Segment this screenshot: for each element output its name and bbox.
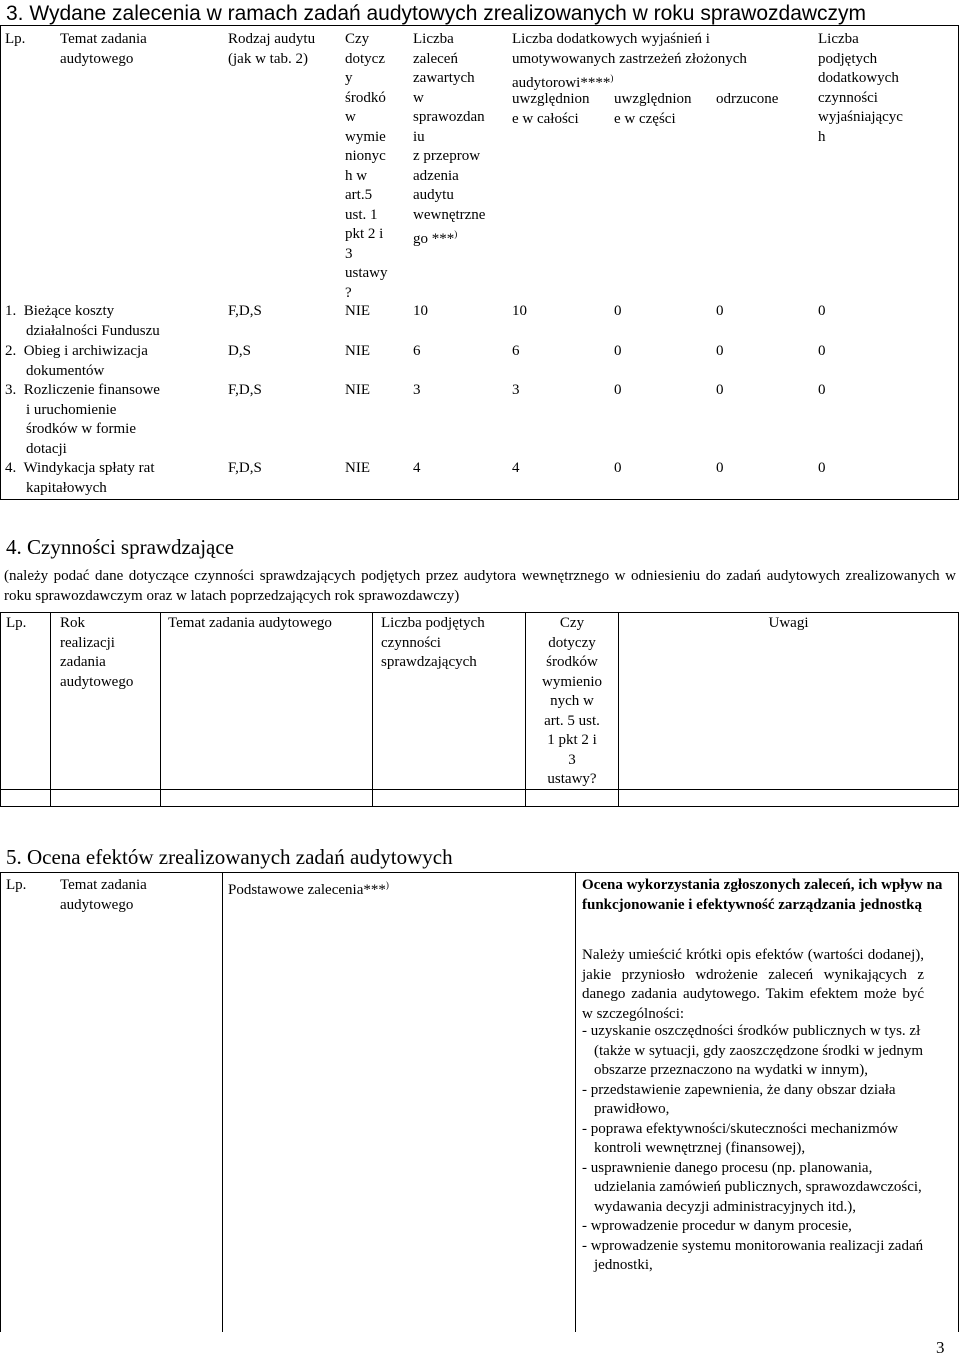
row-rodzaj: F,D,S: [228, 303, 262, 319]
row-podjete: 0: [818, 382, 826, 398]
row-podjete: 0: [818, 343, 826, 359]
table5-header-ocena: Ocena wykorzystania zgłoszonych zaleceń, ich wpływ na funkcjonowanie i efektywność zarządzania jednostką: [582, 877, 943, 913]
table3-header-dodatkowe: Liczba dodatkowych wyjaśnień i umotywowanych zastrzeżeń złożonych audytorowi****): [512, 31, 747, 91]
table4-row-divider: [0, 789, 959, 790]
table3-subheader-odrzucone: odrzucone: [716, 91, 779, 107]
table3-header-liczba: Liczba zaleceń zawartych w sprawozdan iu z przeprow adzenia audytu wewnętrzne go ***): [413, 31, 486, 247]
row-rodzaj: F,D,S: [228, 382, 262, 398]
row-czesc: 0: [614, 382, 622, 398]
row-liczba: 3: [413, 382, 421, 398]
table4-bottom-border: [0, 806, 959, 807]
row-calosc: 6: [512, 343, 520, 359]
row-task-name: 3. Rozliczenie finansowe i uruchomienie środków w formie dotacji: [5, 382, 160, 457]
bullet-item: - usprawnienie danego procesu (np. planowania, udzielania zamówień publicznych, sprawozdawczości, wydawania decyzji administracyjnych itd.),: [582, 1159, 922, 1215]
section5-heading: 5. Ocena efektów zrealizowanych zadań audytowych: [6, 845, 453, 869]
row-liczba: 10: [413, 303, 428, 319]
table3-bottom-border: [0, 499, 959, 500]
row-czy: NIE: [345, 303, 370, 319]
table4-top-border: [0, 612, 959, 613]
row-podjete: 0: [818, 303, 826, 319]
table3-header-podjete: Liczba podjętych dodatkowych czynności wyjaśniającyc h: [818, 31, 903, 145]
row-liczba: 4: [413, 460, 421, 476]
row-task-name: 1. Bieżące koszty działalności Funduszu: [5, 303, 160, 339]
row-czesc: 0: [614, 303, 622, 319]
table4-col-divider: [160, 612, 161, 807]
row-liczba: 6: [413, 343, 421, 359]
section3-heading: 3. Wydane zalecenia w ramach zadań audytowych zrealizowanych w roku sprawozdawczym: [6, 2, 867, 25]
page-number: 3: [936, 1338, 945, 1357]
table3-header-rodzaj: Rodzaj audytu (jak w tab. 2): [228, 31, 316, 67]
table3-right-border: [958, 25, 959, 500]
row-rodzaj: D,S: [228, 343, 251, 359]
table5-col-divider: [575, 872, 576, 1332]
table3-left-border: [0, 25, 1, 500]
row-odrzucone: 0: [716, 343, 724, 359]
row-task-name: 2. Obieg i archiwizacja dokumentów: [5, 343, 148, 379]
table4-header-temat: Temat zadania audytowego: [168, 615, 332, 631]
row-task-name: 4. Windykacja spłaty rat kapitałowych: [5, 460, 155, 496]
table3-header-czy: Czy dotycz y środkó w wymie nionyc h w art.5 ust. 1 pkt 2 i 3 ustawy ?: [345, 31, 388, 301]
bullet-item: - uzyskanie oszczędności środków publicznych w tys. zł (także w sytuacji, gdy zaoszczędzone środki w jednym obszarze przeznaczono na wydatki w innym),: [582, 1023, 924, 1078]
row-podjete: 0: [818, 460, 826, 476]
row-odrzucone: 0: [716, 382, 724, 398]
row-czesc: 0: [614, 343, 622, 359]
row-czy: NIE: [345, 343, 370, 359]
table5-header-lp: Lp.: [6, 877, 27, 893]
bullet-item: - wprowadzenie procedur w danym procesie,: [582, 1218, 852, 1234]
table5-header-temat: Temat zadania audytowego: [60, 877, 147, 913]
row-czesc: 0: [614, 460, 622, 476]
table5-top-border: [0, 872, 959, 873]
table4-col-divider: [618, 612, 619, 807]
row-odrzucone: 0: [716, 303, 724, 319]
table4-col-divider: [50, 612, 51, 807]
table5-right-border: [958, 872, 959, 1332]
table5-header-zalecenia: Podstawowe zalecenia***): [228, 880, 389, 898]
section4-heading: 4. Czynności sprawdzające: [6, 535, 234, 559]
table5-bullets: [582, 1022, 924, 1276]
row-rodzaj: F,D,S: [228, 460, 262, 476]
table3-subheader-calosc: uwzględnion e w całości: [512, 91, 590, 127]
table5-col-divider: [222, 872, 223, 1332]
row-calosc: 4: [512, 460, 520, 476]
bullet-item: - przedstawienie zapewnienia, że dany obszar działa prawidłowo,: [582, 1081, 896, 1117]
row-czy: NIE: [345, 382, 370, 398]
table4-col-divider: [372, 612, 373, 807]
row-odrzucone: 0: [716, 460, 724, 476]
table3-subheader-czesc: uwzględnion e w części: [614, 91, 692, 127]
table5-intro: Należy umieścić krótki opis efektów (wartości dodanej), jakie przyniosło wdrożenie zaleceń wynikających z danego zadania audytowego. Takim efektem może być w szczególności:: [582, 947, 924, 1022]
row-czy: NIE: [345, 460, 370, 476]
section4-note: (należy podać dane dotyczące czynności sprawdzających podjętych przez audytora wewnętrznego w odniesieniu do zadań audytowych zrealizowanych w roku sprawozdawczym oraz w latach poprzedzających rok sprawozdawczy): [4, 568, 956, 604]
table4-header-lp: Lp.: [6, 615, 27, 631]
table3-header-lp: Lp.: [5, 31, 26, 47]
row-calosc: 3: [512, 382, 520, 398]
table4-header-uwagi: Uwagi: [768, 615, 809, 631]
table4-header-liczba: Liczba podjętych czynności sprawdzających: [381, 615, 485, 670]
table3-top-border: [0, 25, 959, 26]
bullet-item: - poprawa efektywności/skuteczności mechanizmów kontroli wewnętrznej (finansowej),: [582, 1120, 899, 1156]
table4-header-rok: Rok realizacji zadania audytowego: [60, 615, 134, 690]
table5-left-border: [0, 872, 1, 1332]
table3-header-temat: Temat zadania audytowego: [60, 31, 147, 67]
bullet-item: - wprowadzenie systemu monitorowania realizacji zadań jednostki,: [582, 1237, 924, 1273]
table4-right-border: [958, 612, 959, 807]
table4-header-czy: Czy dotyczy środków wymienio nych w art. 5 ust. 1 pkt 2 i 3 ustawy?: [542, 615, 602, 787]
row-calosc: 10: [512, 303, 527, 319]
table4-left-border: [0, 612, 1, 807]
